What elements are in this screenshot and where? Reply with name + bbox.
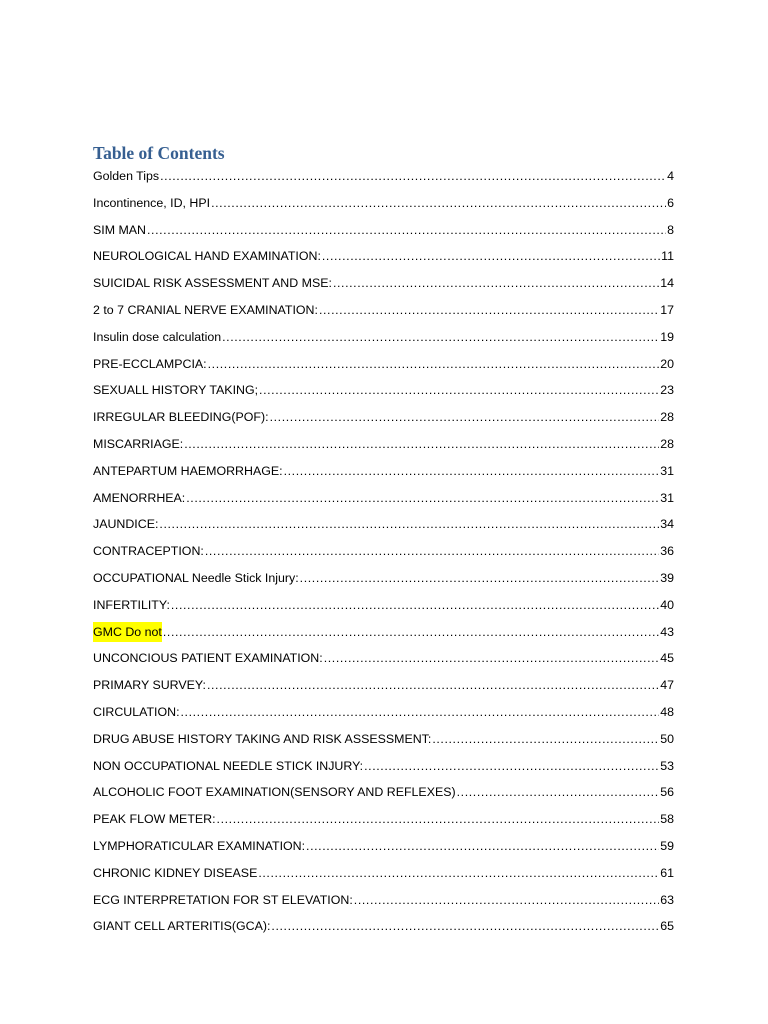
toc-entry-title-highlighted[interactable]: GMC Do not	[93, 622, 162, 642]
toc-entry[interactable]	[93, 916, 674, 943]
toc-entry[interactable]	[93, 354, 674, 381]
toc-entry[interactable]	[93, 327, 674, 354]
toc-entry-page-number[interactable]: 53	[660, 758, 674, 773]
toc-entry[interactable]	[93, 380, 674, 407]
toc-entry-page-number[interactable]: 45	[660, 651, 674, 666]
toc-entry-title[interactable]: PRIMARY SURVEY:	[93, 678, 206, 693]
toc-entry[interactable]	[93, 488, 674, 515]
dot-leader	[333, 273, 659, 293]
toc-entry-page-number[interactable]: 31	[660, 463, 674, 478]
toc-entry[interactable]	[93, 863, 674, 890]
toc-entry-title[interactable]: OCCUPATIONAL Needle Stick Injury:	[93, 570, 299, 585]
toc-entry-title[interactable]: CIRCULATION:	[93, 704, 180, 719]
toc-entry[interactable]	[93, 782, 674, 809]
toc-entry-title[interactable]: INFERTILITY:	[93, 597, 170, 612]
toc-entry[interactable]	[93, 702, 674, 729]
toc-entry-page-number[interactable]: 61	[660, 865, 674, 880]
toc-entry[interactable]	[93, 756, 674, 783]
toc-entry-title[interactable]: ECG INTERPRETATION FOR ST ELEVATION:	[93, 892, 353, 907]
dot-leader	[432, 729, 659, 749]
toc-entry[interactable]	[93, 541, 674, 568]
toc-entry-page-number[interactable]: 34	[660, 517, 674, 532]
toc-entry-page-number[interactable]: 40	[660, 597, 674, 612]
toc-entry[interactable]	[93, 166, 674, 193]
toc-entry-title[interactable]: SUICIDAL RISK ASSESSMENT AND MSE:	[93, 276, 332, 291]
toc-entry-page-number[interactable]: 59	[660, 838, 674, 853]
dot-leader	[205, 541, 659, 561]
toc-heading: Table of Contents	[93, 143, 225, 163]
dot-leader	[181, 702, 660, 722]
toc-entry-title[interactable]: AMENORRHEA:	[93, 490, 186, 505]
toc-entry[interactable]	[93, 273, 674, 300]
toc-entry[interactable]	[93, 595, 674, 622]
dot-leader	[222, 327, 659, 347]
toc-entry[interactable]	[93, 568, 674, 595]
toc-entry-page-number[interactable]: 17	[660, 302, 674, 317]
toc-entry-title[interactable]: NON OCCUPATIONAL NEEDLE STICK INJURY:	[93, 758, 364, 773]
toc-entry-page-number[interactable]: 58	[660, 812, 674, 827]
toc-entry[interactable]	[93, 890, 674, 917]
toc-entry-title[interactable]: CONTRACEPTION:	[93, 544, 204, 559]
toc-entry-title[interactable]: Golden Tips	[93, 169, 160, 183]
toc-entry-page-number[interactable]: 20	[660, 356, 674, 371]
toc-entry-title[interactable]: IRREGULAR BLEEDING(POF):	[93, 410, 269, 425]
dot-leader	[322, 246, 660, 266]
toc-entry-title[interactable]: MISCARRIAGE:	[93, 436, 184, 451]
toc-entry-page-number[interactable]: 47	[660, 678, 674, 693]
dot-leader	[171, 595, 659, 615]
toc-entry-title[interactable]: Insulin dose calculation	[93, 329, 222, 344]
dot-leader	[186, 488, 659, 508]
dot-leader	[159, 514, 659, 534]
dot-leader	[160, 166, 666, 186]
dot-leader	[324, 648, 660, 668]
toc-entry[interactable]	[93, 461, 674, 488]
toc-entry-page-number[interactable]: 39	[660, 570, 674, 585]
dot-leader	[208, 354, 660, 374]
dot-leader	[271, 916, 659, 936]
toc-entry-title[interactable]: SEXUALL HISTORY TAKING;	[93, 383, 259, 398]
toc-entry[interactable]	[93, 193, 674, 220]
toc-entry-title[interactable]: PRE-ECCLAMPCIA:	[93, 356, 207, 371]
toc-entry[interactable]	[93, 300, 674, 327]
dot-leader	[270, 407, 660, 427]
toc-entry[interactable]	[93, 836, 674, 863]
toc-list	[93, 166, 674, 943]
toc-entry-page-number[interactable]: 14	[660, 276, 674, 291]
toc-entry[interactable]	[93, 434, 674, 461]
dot-leader	[147, 220, 666, 240]
dot-leader	[258, 863, 659, 883]
toc-entry[interactable]	[93, 648, 674, 675]
toc-entry-title[interactable]: DRUG ABUSE HISTORY TAKING AND RISK ASSESSMENT:	[93, 731, 432, 746]
toc-entry[interactable]	[93, 514, 674, 541]
toc-entry-page-number[interactable]: 23	[660, 383, 674, 398]
toc-entry-page-number[interactable]: 63	[660, 892, 674, 907]
toc-entry-page-number[interactable]: 65	[660, 919, 674, 934]
toc-entry-page-number[interactable]: 4	[667, 169, 674, 183]
dot-leader	[207, 675, 659, 695]
dot-leader	[259, 380, 659, 400]
toc-entry-title[interactable]: PEAK FLOW METER:	[93, 812, 216, 827]
toc-entry-page-number[interactable]: 56	[660, 785, 674, 800]
toc-entry-title[interactable]: Incontinence, ID, HPI	[93, 195, 211, 210]
toc-entry-title[interactable]: LYMPHORATICULAR EXAMINATION:	[93, 838, 306, 853]
toc-entry[interactable]	[93, 809, 674, 836]
toc-entry[interactable]	[93, 220, 674, 247]
dot-leader	[217, 809, 660, 829]
dot-leader	[284, 461, 660, 481]
toc-entry-page-number[interactable]: 31	[660, 490, 674, 505]
toc-entry[interactable]	[93, 407, 674, 434]
toc-entry-title[interactable]: ALCOHOLIC FOOT EXAMINATION(SENSORY AND REFLEXES)	[93, 785, 456, 800]
toc-entry-title[interactable]: ANTEPARTUM HAEMORRHAGE:	[93, 463, 283, 478]
toc-entry-title[interactable]: NEUROLOGICAL HAND EXAMINATION:	[93, 249, 321, 264]
toc-entry-page-number[interactable]: 8	[667, 222, 674, 237]
toc-entry-page-number[interactable]: 28	[660, 410, 674, 425]
dot-leader	[184, 434, 659, 454]
dot-leader	[300, 568, 660, 588]
dot-leader	[163, 622, 659, 642]
toc-entry-title[interactable]: JAUNDICE:	[93, 517, 159, 532]
toc-entry-title[interactable]: GIANT CELL ARTERITIS(GCA):	[93, 919, 271, 934]
toc-entry-title[interactable]: CHRONIC KIDNEY DISEASE	[93, 865, 258, 880]
toc-entry-page-number[interactable]: 50	[660, 731, 674, 746]
toc-entry[interactable]	[93, 675, 674, 702]
dot-leader	[211, 193, 666, 213]
toc-entry-page-number[interactable]: 19	[660, 329, 674, 344]
toc-entry[interactable]	[93, 622, 674, 649]
dot-leader	[319, 300, 659, 320]
toc-entry-title[interactable]: UNCONCIOUS PATIENT EXAMINATION:	[93, 651, 323, 666]
dot-leader	[306, 836, 659, 856]
toc-entry-title[interactable]: 2 to 7 CRANIAL NERVE EXAMINATION:	[93, 302, 318, 317]
toc-entry-page-number[interactable]: 11	[661, 249, 674, 264]
dot-leader	[354, 890, 659, 910]
dot-leader	[457, 782, 660, 802]
toc-entry[interactable]	[93, 246, 674, 273]
toc-entry[interactable]	[93, 729, 674, 756]
toc-entry-page-number[interactable]: 36	[660, 544, 674, 559]
toc-entry-page-number[interactable]: 48	[660, 704, 674, 719]
dot-leader	[364, 756, 659, 776]
toc-entry-page-number[interactable]: 43	[660, 624, 674, 639]
toc-entry-title[interactable]: SIM MAN	[93, 222, 147, 237]
toc-entry-page-number[interactable]: 6	[667, 195, 674, 210]
toc-entry-page-number[interactable]: 28	[660, 436, 674, 451]
